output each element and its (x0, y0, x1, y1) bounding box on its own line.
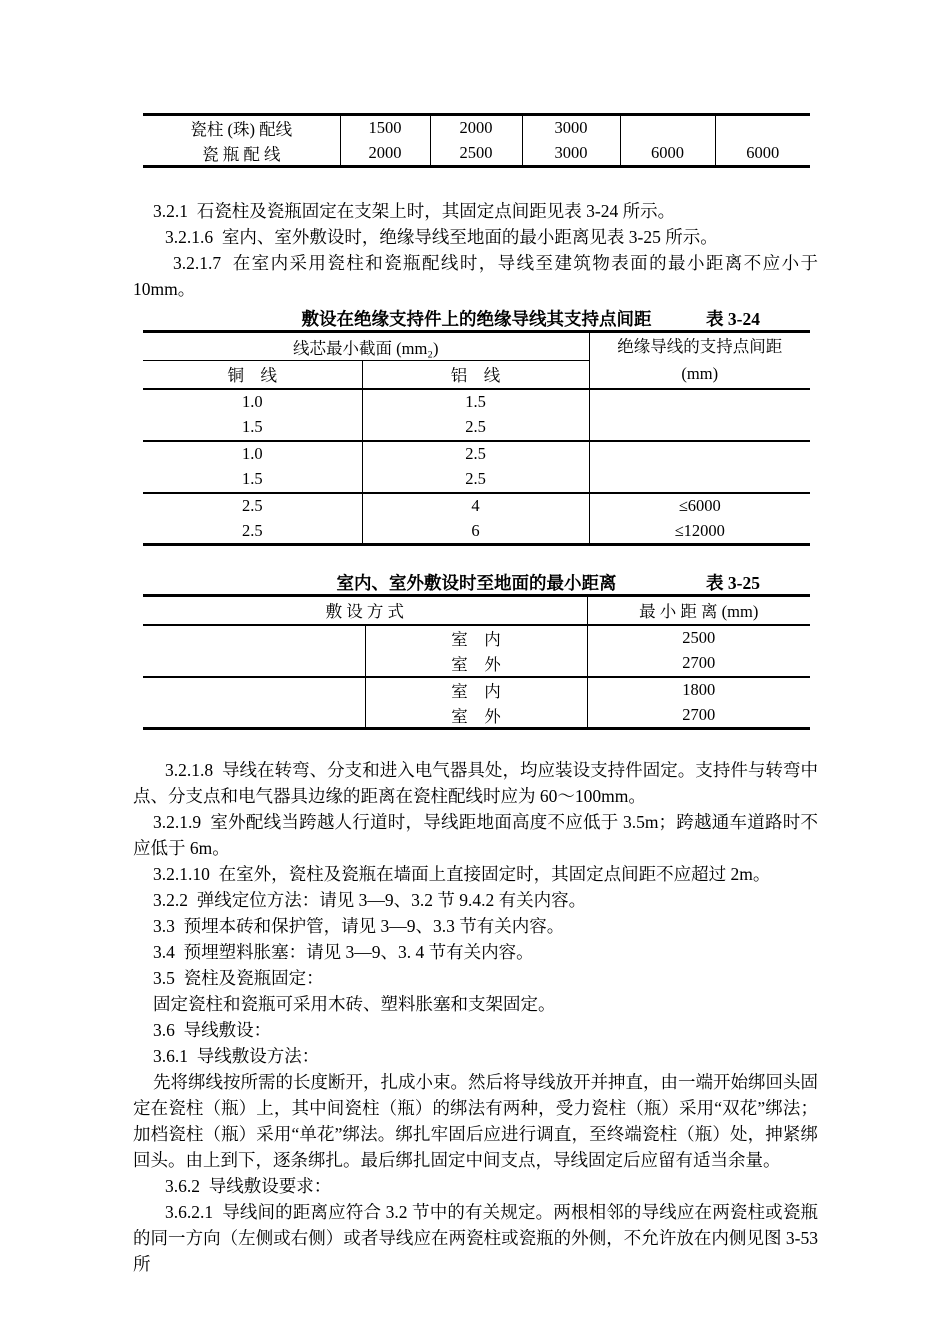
table-cell: 3000 (522, 115, 620, 141)
table-cell (715, 115, 810, 141)
table-cell (143, 651, 365, 677)
paragraph-3-6: 3.6 导线敷设： (153, 1020, 272, 1040)
table-cell (589, 389, 810, 415)
table-cell: 1.0 (143, 441, 362, 467)
table-row (143, 625, 810, 651)
table-cell: 室 外 (365, 651, 587, 677)
table-row (143, 467, 810, 493)
table-cell (589, 467, 810, 493)
table-caption-label: 表 3-24 (706, 309, 760, 329)
table-3-25 (143, 594, 810, 730)
header-row (143, 596, 810, 625)
wiring-spacing-table-fragment (143, 113, 810, 168)
header-line-1: 绝缘导线的支持点间距 (617, 337, 783, 357)
table-3-24 (143, 330, 810, 546)
table-cell: 1.5 (362, 389, 589, 415)
header-cell-support-spacing (589, 332, 810, 389)
header-cell-laying-method: 敷 设 方 式 (143, 596, 587, 625)
table-cell: 1.5 (241, 417, 263, 436)
table-row (143, 389, 810, 415)
paragraph-3-2-1-6: 3.2.1.6 室内、室外敷设时，绝缘导线至地面的最小距离见表 3-25 所示。 (165, 227, 718, 247)
table-row (143, 141, 810, 167)
table-cell (620, 115, 715, 141)
table-row (143, 115, 810, 141)
table-cell: 室 内 (365, 677, 587, 703)
paragraph-3-5: 3.5 瓷柱及瓷瓶固定： (153, 968, 324, 988)
paragraph-3-6-2: 3.6.2 导线敷设要求： (165, 1176, 332, 1196)
table-cell: 6000 (620, 141, 715, 167)
table-cell: 3000 (522, 141, 620, 167)
table-caption-title: 敷设在绝缘支持件上的绝缘导线其支持点间距 (301, 309, 652, 329)
table-cell (589, 415, 810, 441)
paragraph-3-6-1: 3.6.1 导线敷设方法： (153, 1046, 320, 1066)
table-cell: 2500 (430, 141, 522, 167)
table-cell (589, 441, 810, 467)
table-cell: 2000 (430, 115, 522, 141)
section-paragraphs (133, 757, 823, 1277)
table-cell (143, 703, 365, 729)
table-caption-label: 表 3-25 (706, 573, 760, 593)
paragraph-3-2-1-7: 3.2.1.7 在室内采用瓷柱和瓷瓶配线时，导线至建筑物表面的最小距离不应小于10mm。 (133, 253, 818, 299)
table-cell: ≤12000 (589, 519, 810, 545)
table-cell (143, 677, 365, 703)
section-paragraphs (133, 198, 818, 302)
row-label: 瓷 瓶 配 线 (202, 144, 281, 164)
table-caption-title: 室内、室外敷设时至地面的最小距离 (336, 573, 617, 593)
table-cell: 2000 (340, 141, 430, 167)
paragraph-laying-method: 先将绑线按所需的长度断开，扎成小束。然后将导线放开并抻直，由一端开始绑回头固定在瓷柱（瓶）上，其中间瓷柱（瓶）的绑法有两种，受力瓷柱（瓶）采用“双花”绑法；加档瓷柱（瓶）采用“单花”绑法。绑扎牢固后应进行调直，至终端瓷柱（瓶）处，抻紧绑回头。由上到下，逐条绑扎。最后绑扎固定中间支点，导线固定后应留有适当余量。 (133, 1072, 818, 1170)
paragraph-fixing-note: 固定瓷柱和瓷瓶可采用木砖、塑料胀塞和支架固定。 (153, 994, 556, 1014)
header-cell-copper: 铜 线 (143, 361, 362, 389)
table-row (143, 441, 810, 467)
table-3-25-caption (143, 572, 810, 594)
header-row (143, 332, 810, 361)
table-cell: ≤6000 (589, 493, 810, 519)
table-cell: 2.5 (362, 415, 589, 441)
paragraph-3-3: 3.3 预埋本砖和保护管，请见 3—9、3.3 节有关内容。 (153, 916, 565, 936)
table-row (143, 493, 810, 519)
row-label: 瓷柱 (珠) 配线 (190, 120, 293, 140)
table-row (143, 415, 810, 441)
table-cell: 2.5 (143, 493, 362, 519)
header-cell-min-distance: 最 小 距 离 (mm) (587, 596, 810, 625)
table-cell (143, 625, 365, 651)
table-cell: 2.5 (241, 520, 263, 540)
header-cell-cross-section: 线芯最小截面 (mm₂) (143, 332, 589, 361)
table-cell: 1500 (340, 115, 430, 141)
table-3-24-caption (143, 308, 810, 330)
table-row (143, 677, 810, 703)
paragraph-3-2-1-10: 3.2.1.10 在室外，瓷柱及瓷瓶在墙面上直接固定时，其固定点间距不应超过 2m。 (153, 864, 771, 884)
paragraph-3-2-1-8: 3.2.1.8 导线在转弯、分支和进入电气器具处，均应装设支持件固定。支持件与转弯中点、分支点和电气器具边缘的距离在瓷柱配线时应为 60～100mm。 (133, 760, 818, 806)
paragraph-3-2-1-9: 3.2.1.9 室外配线当跨越人行道时，导线距地面高度不应低于 3.5m；跨越通车道路时不应低于 6m。 (133, 812, 818, 858)
table-row (143, 519, 810, 545)
paragraph-3-2-2: 3.2.2 弹线定位方法：请见 3—9、3.2 节 9.4.2 有关内容。 (153, 890, 587, 910)
table-cell: 1800 (587, 677, 810, 703)
header-line-2: (mm) (681, 364, 719, 384)
table-cell: 6 (362, 519, 589, 545)
paragraph-3-6-2-1: 3.6.2.1 导线间的距离应符合 3.2 节中的有关规定。两根相邻的导线应在两瓷柱或瓷瓶的同一方向（左侧或右侧）或者导线应在两瓷柱或瓷瓶的外侧，不允许放在内侧见图 3-53 所 (133, 1202, 823, 1274)
table-cell: 2.5 (362, 441, 589, 467)
table-cell: 1.0 (241, 392, 263, 411)
table-cell: 2.5 (362, 467, 589, 493)
table-cell: 室 外 (365, 703, 587, 729)
table-cell: 2700 (587, 651, 810, 677)
paragraph-3-2-1: 3.2.1 石瓷柱及瓷瓶固定在支架上时，其固定点间距见表 3-24 所示。 (153, 201, 676, 221)
paragraph-3-4: 3.4 预埋塑料胀塞：请见 3—9、3. 4 节有关内容。 (153, 942, 534, 962)
header-cell-aluminum: 铝 线 (362, 361, 589, 389)
table-row (143, 651, 810, 677)
table-cell: 2500 (587, 625, 810, 651)
table-cell: 2700 (587, 703, 810, 729)
table-cell: 6000 (715, 141, 810, 167)
table-cell: 室 内 (365, 625, 587, 651)
page-content (133, 113, 823, 1277)
table-cell: 1.5 (241, 469, 263, 488)
table-cell: 4 (362, 493, 589, 519)
table-row (143, 703, 810, 729)
